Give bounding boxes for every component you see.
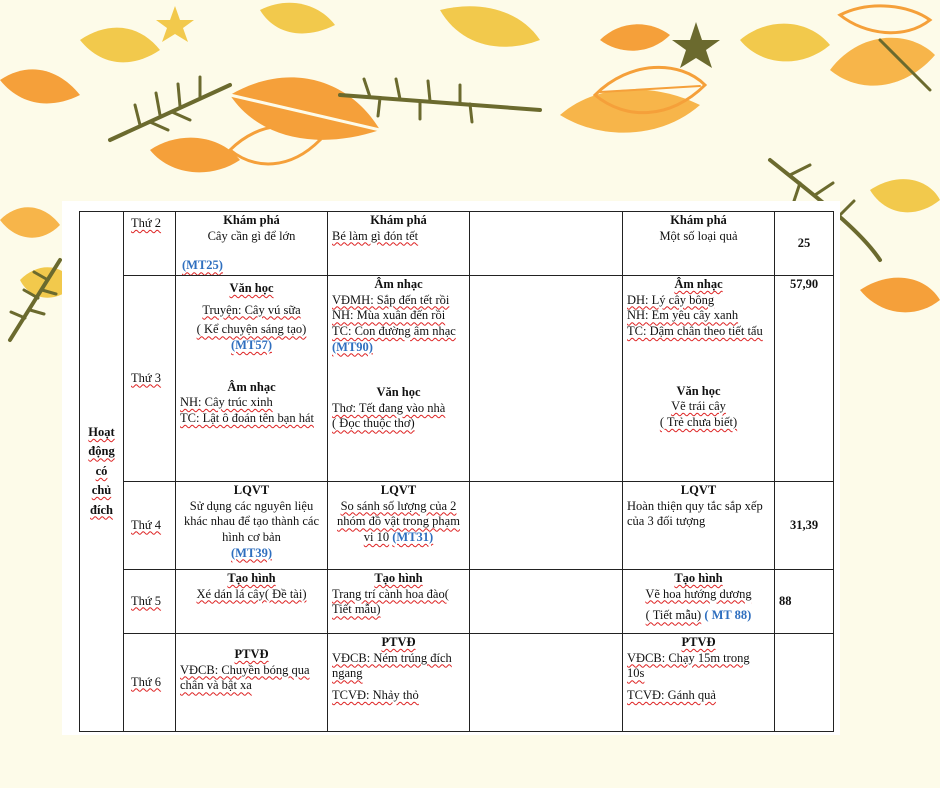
activity-title: Âm nhạc — [674, 277, 723, 291]
objective-code: ( MT 88) — [704, 608, 752, 623]
activity-title: Khám phá — [670, 213, 727, 227]
activity-line: Bé làm gì đón tết — [332, 228, 419, 243]
activity-title: Tạo hình — [674, 571, 723, 585]
activity-title: Khám phá — [370, 213, 427, 227]
activity-line: TC: Dậm chân theo tiết tấu — [627, 323, 763, 338]
objective-number: 31,39 — [775, 482, 834, 570]
subject-word: chủ — [91, 483, 112, 498]
activity-cell — [328, 276, 470, 482]
activity-cell — [623, 212, 775, 276]
objective-code: (MT25) — [182, 258, 223, 273]
empty-cell — [470, 570, 623, 634]
subject-cell — [80, 212, 124, 732]
activity-cell — [176, 634, 328, 732]
objective-code: (MT31) — [392, 529, 434, 544]
activity-title: Văn học — [676, 383, 721, 398]
activity-line: ( Đọc thuộc thơ) — [332, 416, 415, 431]
weekly-activity-table — [79, 211, 834, 732]
activity-cell — [176, 570, 328, 634]
activity-cell — [176, 276, 328, 482]
activity-line: DH: Lý cây bông — [627, 292, 715, 307]
activity-title: Văn học — [229, 281, 274, 295]
activity-line-with-code — [332, 324, 465, 355]
activity-line-with-code — [332, 499, 465, 546]
table-row — [80, 634, 834, 732]
table-row — [80, 212, 834, 276]
table-row — [80, 570, 834, 634]
activity-line: TCVĐ: Nhảy thỏ — [332, 687, 419, 702]
activity-line: VĐCB: Chuyền bóng qua chân và bật xa — [180, 662, 310, 693]
activity-line: ( Kể chuyện sáng tạo) — [196, 322, 307, 337]
activity-title: LQVT — [233, 483, 270, 497]
day-label: Thứ 6 — [131, 674, 162, 689]
activity-line: Xé dán lá cây( Đề tài) — [196, 586, 307, 601]
activity-title: LQVT — [680, 483, 717, 497]
activity-line: VĐCB: Ném trúng đích ngang — [332, 650, 452, 681]
activity-line: Cây cần gì để lớn — [207, 228, 296, 243]
activity-cell — [328, 634, 470, 732]
activity-line: Vẽ hoa hướng dương — [645, 586, 752, 601]
activity-title: Tạo hình — [227, 571, 276, 585]
activity-line: Vẽ trái cây — [671, 399, 726, 414]
day-label: Thứ 5 — [131, 593, 162, 608]
activity-cell — [328, 570, 470, 634]
activity-title: Văn học — [376, 385, 421, 400]
activity-title: Âm nhạc — [227, 379, 276, 394]
day-cell — [124, 212, 176, 276]
activity-cell — [176, 482, 328, 570]
activity-cell — [623, 482, 775, 570]
day-cell — [124, 482, 176, 570]
empty-cell — [470, 276, 623, 482]
activity-line: TC: Lật ô đoán tên bạn hát — [180, 410, 314, 425]
objective-code: (MT90) — [332, 339, 373, 354]
activity-line: Trang trí cành hoa đào( Tiết mẫu) — [332, 586, 449, 617]
activity-line: VĐMH: Sắp đến tết rồi — [332, 292, 450, 307]
activity-cell — [328, 212, 470, 276]
day-cell — [124, 634, 176, 732]
empty-cell — [470, 482, 623, 570]
day-label: Thứ 2 — [131, 216, 162, 230]
subject-word: có — [95, 463, 108, 478]
day-label: Thứ 3 — [131, 370, 162, 385]
activity-line-with-code — [627, 608, 770, 624]
activity-line: Thơ: Tết đang vào nhà — [332, 400, 446, 415]
activity-line: TC: Con đường âm nhạc — [332, 323, 456, 338]
objective-number: 57,90 — [775, 276, 834, 482]
day-cell — [124, 570, 176, 634]
activity-title: PTVĐ — [381, 635, 416, 649]
activity-line: VĐCB: Chạy 15m trong 10s — [627, 650, 750, 681]
day-cell — [124, 276, 176, 482]
activity-line: NH: Cây trúc xinh — [180, 395, 273, 410]
activity-line: Hoàn thiện quy tắc sắp xếp của 3 đối tượng — [627, 498, 763, 529]
activity-line: Sử dụng các nguyên liệu khác nhau để tạo thành các hình cơ bản — [183, 498, 319, 544]
empty-cell — [470, 634, 623, 732]
activity-title: Khám phá — [223, 213, 280, 227]
activity-title: PTVĐ — [681, 635, 716, 649]
objective-code: (MT39) — [231, 545, 272, 560]
activity-cell — [623, 570, 775, 634]
document-page — [62, 201, 840, 735]
activity-line: NH: Mùa xuân đến rồi — [332, 308, 446, 323]
activity-line: TCVĐ: Gánh quả — [627, 687, 716, 702]
day-label: Thứ 4 — [131, 517, 162, 532]
activity-title: LQVT — [380, 483, 417, 497]
activity-line: ( Tiết mẫu) — [645, 608, 702, 623]
activity-line: Một số loại quả — [659, 228, 738, 243]
activity-title: Tạo hình — [374, 571, 423, 585]
activity-line: NH: Em yêu cây xanh — [627, 308, 739, 323]
objective-number: 25 — [775, 212, 834, 276]
activity-cell — [176, 212, 328, 276]
objective-number — [775, 634, 834, 732]
activity-title: PTVĐ — [234, 647, 269, 661]
table-row — [80, 482, 834, 570]
subject-word: Hoạt — [88, 425, 115, 440]
activity-cell — [623, 276, 775, 482]
activity-line: Truyện: Cây vú sữa — [202, 302, 301, 317]
activity-line: So sánh số lượng của 2 nhóm đồ vật trong phạm vi 10 — [337, 498, 460, 544]
table-row — [80, 276, 834, 482]
activity-line: ( Trẻ chưa biết) — [659, 414, 738, 429]
objective-code: (MT57) — [231, 337, 272, 352]
activity-cell — [623, 634, 775, 732]
empty-cell — [470, 212, 623, 276]
activity-cell — [328, 482, 470, 570]
objective-number: 88 — [775, 570, 834, 634]
subject-word: đích — [90, 502, 113, 517]
subject-word: động — [88, 444, 115, 459]
activity-title: Âm nhạc — [374, 277, 423, 291]
